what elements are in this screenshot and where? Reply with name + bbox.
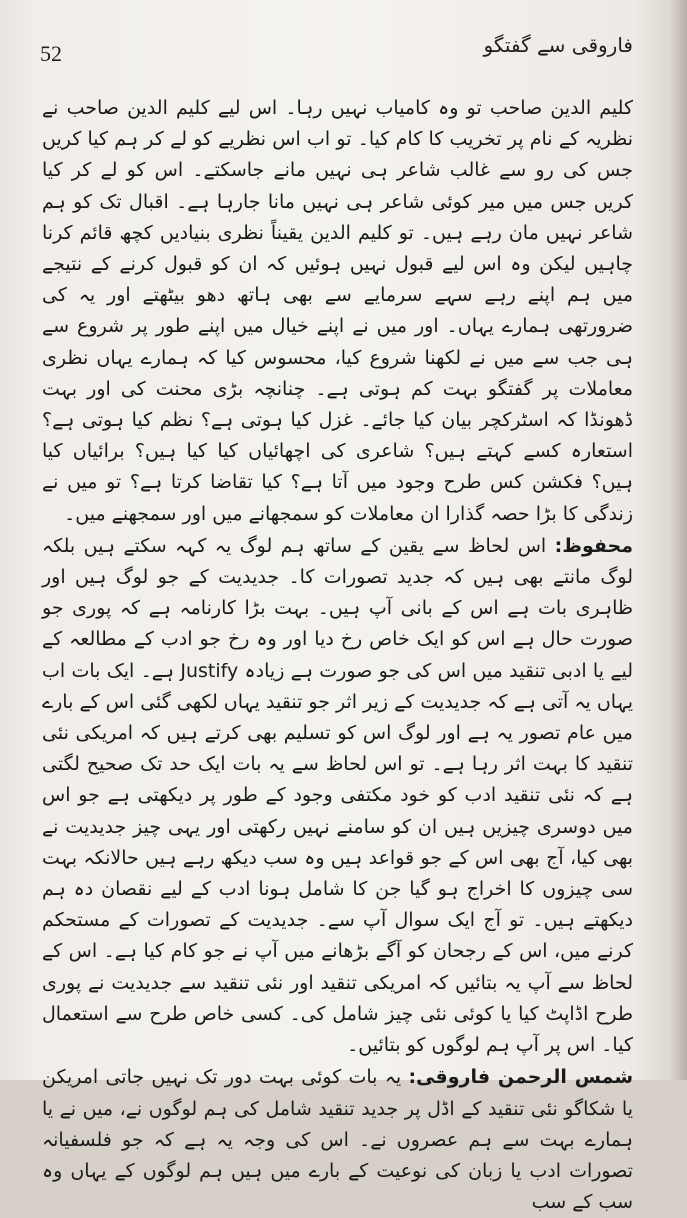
paragraph-text: کلیم الدین صاحب تو وہ کامیاب نہیں رہا۔ اس لیے کلیم الدین صاحب نے نظریہ کے نام پر تخریب کا کام کیا۔ تو اب اس نظریے کو لے کر ہم کیا کریں جس کی رو سے غالب شاعر ہی نہیں مانے جاسکتے۔ اس کو لے کر کیا کریں جس میں میر کوئی شاعر ہی نہیں مانا جارہا ہے۔ اقبال تک کو ہم شاعر نہیں مان رہے ہیں۔ تو کلیم الدین یقیناً نظری بنیادیں کچھ قائم کرنا چاہیں لیکن وہ اس لیے قبول نہیں ہوئیں کہ ان کو قبول کرنے کے نتیجے میں ہم اپنے رہے سہے سرمایے سے بھی ہاتھ دھو بیٹھتے اور یہ کی ضرورتھی ہمارے یہاں۔ اور میں نے اپنے خیال میں اپنے طور پر شروع سے ہی جب سے میں نے لکھنا شروع کیا، محسوس کیا کہ ہمارے یہاں نظری معاملات پر گفتگو بہت کم ہوتی ہے۔ چنانچہ بڑی محنت کی اور بہت ڈھونڈا کہ اسٹرکچر بیان کیا جائے۔ غزل کیا ہوتی ہے؟ نظم کیا ہوتی ہے؟ استعارہ کسے کہتے ہیں؟ شاعری کی اچھائیاں کیا کیا ہیں؟ برائیاں کیا ہیں؟ فکشن کس طرح وجود میں آتا ہے؟ کیا تقاضا کرتا ہے؟ تو میں نے زندگی کا بڑا حصہ گذارا ان معاملات کو سمجھانے میں اور سمجھنے میں۔ <box>42 97 633 525</box>
page-header <box>40 33 633 73</box>
page-number: 52 <box>40 41 62 66</box>
speaker-label: شمس الرحمن فاروقی: <box>408 1066 634 1089</box>
running-title: فاروقی سے گفتگو <box>483 33 633 57</box>
paragraph-text: اس لحاظ سے یقین کے ساتھ ہم لوگ یہ کہہ سکتے ہیں بلکہ لوگ مانتے بھی ہیں کہ جدید تصورات کا۔ جدیدیت کے جو لوگ ہیں اور ظاہری بات ہے اس کے بانی آپ ہیں۔ بہت بڑا کارنامہ ہے کہ پوری جو صورت حال ہے اس کو ایک خاص رخ دیا اور وہ رخ جو ادب کے مطالعہ کے لیے یا ادبی تنقید میں اس کی جو صورت ہے زیادہ Justify ہے۔ ایک بات اب یہاں یہ آتی ہے کہ جدیدیت کے زیر اثر جو تنقید یہاں لکھی گئی اس کے بارے میں عام تصور یہ ہے اور لوگ اس کو تسلیم بھی کرتے ہیں کہ امریکی نئی تنقید کا بہت اثر رہا ہے۔ تو اس لحاظ سے یہ بات ایک حد تک صحیح لگتی ہے کہ نئی تنقید ادب کو خود مکتفی وجود کے طور پر دیکھتی ہے جو اس میں دوسری چیزیں ہیں ان کو سامنے نہیں رکھتی اور یہی چیز جدیدیت نے بھی کیا، آج بھی اس کے جو قواعد ہیں وہ سب دیکھ رہے ہیں حالانکہ بہت سی چیزوں کا اخراج ہو گیا جن کا شامل ہونا ادب کے لیے نقصان دہ ہم دیکھتے ہیں۔ تو آج ایک سوال آپ سے۔ جدیدیت کے تصورات کے مستحکم کرنے میں، اس کے رجحان کو آگے بڑھانے میں آپ نے جو کام کیا ہے۔ اس کے لحاظ سے آپ یہ بتائیں کہ امریکی تنقید اور نئی تنقید سے جدیدیت نے پوری طرح اڈاپٹ کیا یا کوئی نئی چیز شامل کی۔ کسی خاص طرح سے استعمال کیا۔ اس پر آپ ہم لوگوں کو بتائیں۔ <box>42 534 633 1057</box>
paragraph-text: یہ بات کوئی بہت دور تک نہیں جاتی امریکن یا شکاگو نئی تنقید کے اڈل پر جدید تنقید شامل کی ہم لوگوں نے، میں نے یا ہمارے بہت سے ہم عصروں نے۔ اس کی وجہ یہ ہے کہ جو فلسفیانہ تصورات ادب یا زبان کی نوعیت کے بارے میں ہیں ہم لوگوں کے یہاں وہ سب کے سب <box>42 1066 633 1214</box>
page-content <box>42 93 634 1214</box>
paragraph-faruqi-answer <box>42 1062 633 1218</box>
paragraph-opening <box>42 93 633 530</box>
page-edge-shadow <box>669 0 687 1080</box>
speaker-label: محفوظ: <box>554 534 633 557</box>
paragraph-mahfooz-question <box>42 531 633 1061</box>
